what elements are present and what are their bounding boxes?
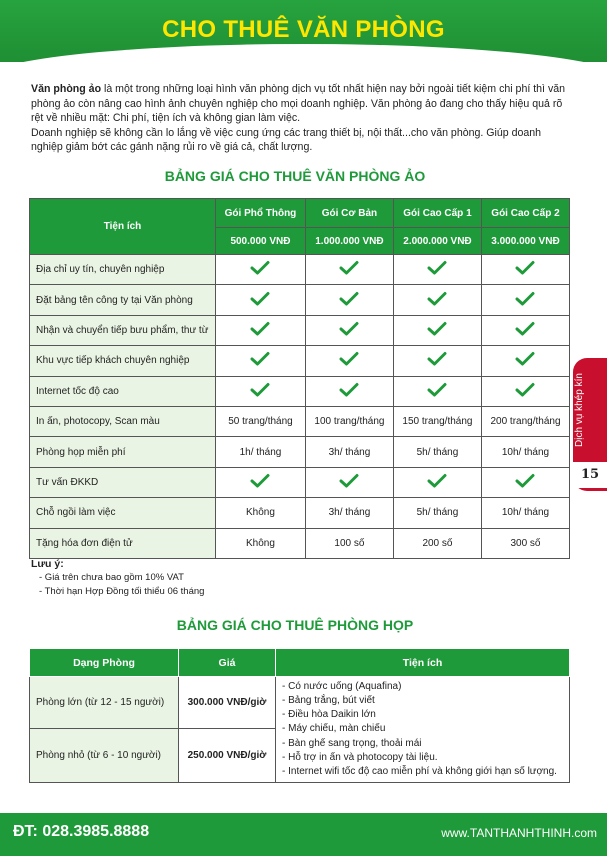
table-row (30, 376, 570, 406)
table-row (30, 285, 570, 315)
value-cell: 50 trang/tháng (216, 406, 306, 436)
feature-label: Đặt bảng tên công ty tại Văn phòng (30, 285, 216, 315)
amenity-item: - Bàn ghế sang trọng, thoải mái (282, 737, 422, 749)
footer-phone: ĐT: 028.3985.8888 (13, 823, 150, 840)
table-row (30, 498, 570, 528)
price-header: Giá (179, 649, 276, 677)
checkmark-cell (305, 285, 393, 315)
value-cell: 100 trang/tháng (305, 406, 393, 436)
checkmark-icon (515, 351, 535, 367)
checkmark-cell (393, 255, 481, 285)
checkmark-cell (216, 376, 306, 406)
checkmark-cell (305, 467, 393, 497)
package-name: Gói Cao Cấp 2 (481, 199, 569, 228)
checkmark-cell (393, 376, 481, 406)
table-row (30, 467, 570, 497)
checkmark-cell (216, 285, 306, 315)
value-cell: 10h/ tháng (481, 498, 569, 528)
checkmark-cell (481, 315, 569, 345)
virtual-office-price-table (29, 198, 570, 559)
value-cell: 1h/ tháng (216, 437, 306, 467)
checkmark-icon (427, 382, 447, 398)
amenity-item: - Bảng trắng, bút viết (282, 694, 375, 706)
feature-label: Khu vực tiếp khách chuyên nghiệp (30, 346, 216, 376)
room-price: 250.000 VNĐ/giờ (179, 729, 276, 783)
feature-label: Phòng họp miễn phí (30, 437, 216, 467)
checkmark-icon (339, 260, 359, 276)
checkmark-icon (427, 351, 447, 367)
intro-paragraph-2: Doanh nghiệp sẽ không cần lo lắng về việc cung ứng các trang thiết bị, nội thất...cho văn phòng. Giúp doanh nghiệp giảm bớt các gánh nặng rủi ro về giá cả, chất lượng. (31, 126, 542, 154)
checkmark-icon (250, 260, 270, 276)
checkmark-icon (427, 321, 447, 337)
meeting-room-title: BẢNG GIÁ CHO THUÊ PHÒNG HỌP (176, 617, 414, 633)
checkmark-cell (305, 255, 393, 285)
side-tab-label: Dịch vụ khép kín (574, 373, 585, 447)
feature-label: Tư vấn ĐKKD (30, 467, 216, 497)
checkmark-icon (250, 473, 270, 489)
feature-label: Tặng hóa đơn điện tử (30, 528, 216, 558)
feature-column-header: Tiện ích (30, 199, 216, 255)
package-name: Gói Phổ Thông (216, 199, 306, 228)
room-name: Phòng lớn (từ 12 - 15 người) (30, 677, 179, 729)
checkmark-cell (393, 315, 481, 345)
checkmark-icon (427, 260, 447, 276)
amenities-list (276, 677, 570, 783)
table-row (30, 528, 570, 558)
checkmark-cell (216, 315, 306, 345)
room-price: 300.000 VNĐ/giờ (179, 677, 276, 729)
table-row (30, 255, 570, 285)
amenity-item: - Máy chiếu, màn chiếu (282, 723, 386, 735)
page-number: 15 (573, 462, 607, 488)
package-price: 2.000.000 VNĐ (393, 228, 481, 255)
checkmark-icon (250, 382, 270, 398)
intro-paragraph-1 (31, 82, 571, 126)
checkmark-cell (216, 467, 306, 497)
checkmark-icon (339, 351, 359, 367)
checkmark-icon (515, 473, 535, 489)
value-cell: 5h/ tháng (393, 498, 481, 528)
feature-label: Chỗ ngồi làm việc (30, 498, 216, 528)
checkmark-cell (481, 467, 569, 497)
amenity-item: - Có nước uống (Aquafina) (282, 680, 402, 692)
checkmark-icon (250, 321, 270, 337)
value-cell: 10h/ tháng (481, 437, 569, 467)
checkmark-cell (305, 376, 393, 406)
feature-label: Internet tốc độ cao (30, 376, 216, 406)
virtual-office-title: BẢNG GIÁ CHO THUÊ VĂN PHÒNG ẢO (164, 168, 426, 184)
table-row (30, 346, 570, 376)
value-cell: 150 trang/tháng (393, 406, 481, 436)
note-item: - Giá trên chưa bao gồm 10% VAT (39, 572, 184, 583)
footer-website: www.TANTHANHTHINH.com (441, 826, 597, 840)
feature-label: Nhận và chuyển tiếp bưu phẩm, thư từ (30, 315, 216, 345)
checkmark-icon (515, 382, 535, 398)
checkmark-cell (481, 285, 569, 315)
checkmark-cell (216, 255, 306, 285)
value-cell: 5h/ tháng (393, 437, 481, 467)
room-type-header: Dạng Phòng (30, 649, 179, 677)
value-cell: 200 trang/tháng (481, 406, 569, 436)
intro-paragraph-1-text: là một trong những loại hình văn phòng dịch vụ tốt nhất hiện nay bởi ngoài tiết kiệm chi phí thì văn phòng ảo còn nâng cao hình ảnh chuyên nghiệp cho mọi doanh nghiệp. Văn phòng ảo đang cho thấy hiệu quả rõ rệt về nhiều mặt: Chi phí, tiện ích và không gian làm việc. (31, 83, 566, 125)
checkmark-cell (393, 346, 481, 376)
checkmark-icon (515, 260, 535, 276)
value-cell: 200 số (393, 528, 481, 558)
checkmark-icon (427, 291, 447, 307)
checkmark-cell (305, 346, 393, 376)
meeting-room-price-table (29, 648, 570, 783)
value-cell: 3h/ tháng (305, 437, 393, 467)
checkmark-icon (339, 473, 359, 489)
checkmark-icon (250, 351, 270, 367)
checkmark-icon (339, 291, 359, 307)
checkmark-cell (216, 346, 306, 376)
checkmark-icon (427, 473, 447, 489)
checkmark-icon (339, 382, 359, 398)
checkmark-cell (481, 255, 569, 285)
page-title: CHO THUÊ VĂN PHÒNG (162, 16, 445, 43)
value-cell: Không (216, 498, 306, 528)
amenity-item: - Internet wifi tốc độ cao miễn phí và không giới hạn số lượng. (282, 766, 557, 777)
package-name: Gói Cơ Bản (305, 199, 393, 228)
room-name: Phòng nhỏ (từ 6 - 10 người) (30, 729, 179, 783)
table-row (30, 315, 570, 345)
value-cell: 300 số (481, 528, 569, 558)
amenities-header: Tiện ích (276, 649, 570, 677)
amenity-item: - Hỗ trợ in ấn và photocopy tài liệu. (282, 751, 438, 763)
feature-label: In ấn, photocopy, Scan màu (30, 406, 216, 436)
checkmark-cell (481, 376, 569, 406)
note-block (31, 557, 204, 599)
checkmark-cell (393, 285, 481, 315)
checkmark-icon (339, 321, 359, 337)
note-item: - Thời hạn Hợp Đồng tối thiểu 06 tháng (39, 586, 205, 597)
table-row (30, 406, 570, 436)
package-name: Gói Cao Cấp 1 (393, 199, 481, 228)
package-price: 500.000 VNĐ (216, 228, 306, 255)
checkmark-cell (393, 467, 481, 497)
checkmark-cell (481, 346, 569, 376)
value-cell: 3h/ tháng (305, 498, 393, 528)
value-cell: 100 số (305, 528, 393, 558)
note-label: Lưu ý: (31, 558, 64, 570)
checkmark-icon (250, 291, 270, 307)
value-cell: Không (216, 528, 306, 558)
amenity-item: - Điều hòa Daikin lớn (282, 709, 376, 721)
checkmark-icon (515, 321, 535, 337)
package-price: 1.000.000 VNĐ (305, 228, 393, 255)
table-row (30, 437, 570, 467)
package-price: 3.000.000 VNĐ (481, 228, 569, 255)
intro-text (31, 82, 571, 155)
feature-label: Địa chỉ uy tín, chuyên nghiệp (30, 255, 216, 285)
checkmark-icon (515, 291, 535, 307)
checkmark-cell (305, 315, 393, 345)
intro-lead: Văn phòng ảo (31, 83, 102, 95)
